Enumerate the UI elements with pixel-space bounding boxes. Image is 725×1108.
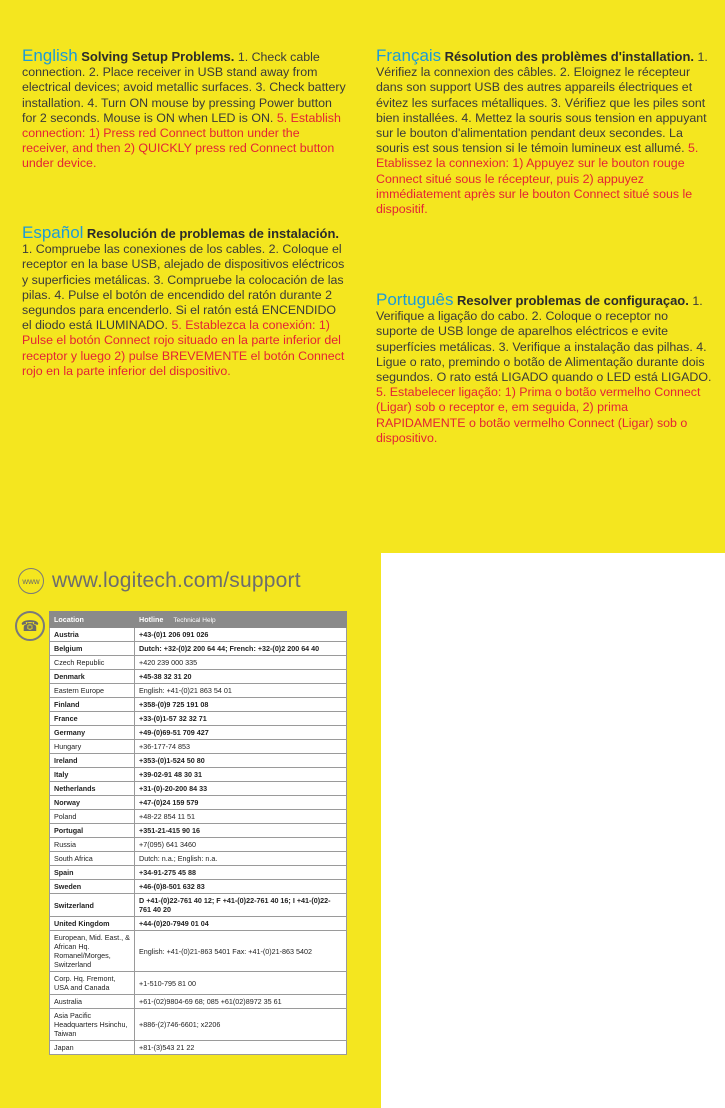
table-row: [50, 894, 347, 917]
phone-cell: +886-(2)746-6601; x2206: [135, 1009, 347, 1041]
globe-icon: www: [18, 568, 44, 594]
language-title: Português: [376, 290, 454, 309]
location-cell: Japan: [50, 1041, 135, 1055]
section-english: [22, 48, 348, 172]
language-title: Español: [22, 223, 84, 242]
table-row: [50, 684, 347, 698]
location-cell: Sweden: [50, 880, 135, 894]
table-row: [50, 852, 347, 866]
phone-cell: +46-(0)8-501 632 83: [135, 880, 347, 894]
location-cell: Switzerland: [50, 894, 135, 917]
table-row: [50, 628, 347, 642]
phone-cell: +36-177-74 853: [135, 740, 347, 754]
section-portugues: [376, 292, 712, 446]
location-cell: Czech Republic: [50, 656, 135, 670]
phone-cell: +33-(0)1-57 32 32 71: [135, 712, 347, 726]
phone-cell: +420 239 000 335: [135, 656, 347, 670]
phone-cell: +47-(0)24 159 579: [135, 796, 347, 810]
location-cell: Norway: [50, 796, 135, 810]
location-cell: France: [50, 712, 135, 726]
section-connect-step: 5. Establish connection: 1) Press red Connect button under the receiver, and then 2) QUICKLY press red Connect button under device.: [22, 110, 341, 171]
location-cell: Spain: [50, 866, 135, 880]
table-row: [50, 768, 347, 782]
technical-help-label: Technical Help: [173, 617, 216, 624]
table-row: [50, 866, 347, 880]
phone-cell: +81-(3)543 21 22: [135, 1041, 347, 1055]
language-title: Français: [376, 46, 442, 65]
location-cell: Italy: [50, 768, 135, 782]
location-cell: Corp. Hq. Fremont, USA and Canada: [50, 972, 135, 995]
table-row: [50, 712, 347, 726]
table-row: [50, 972, 347, 995]
location-cell: Denmark: [50, 670, 135, 684]
table-row: [50, 642, 347, 656]
section-espanol: [22, 225, 348, 379]
language-title: English: [22, 46, 78, 65]
phone-cell: +1-510-795 81 00: [135, 972, 347, 995]
support-phone-table: [49, 611, 347, 1055]
phone-cell: +49-(0)69-51 709 427: [135, 726, 347, 740]
phone-cell: English: +41-(0)21-863 5401 Fax: +41-(0)21-863 5402: [135, 931, 347, 972]
location-cell: Eastern Europe: [50, 684, 135, 698]
hotline-column-header: [135, 612, 347, 628]
table-row: [50, 698, 347, 712]
location-cell: Ireland: [50, 754, 135, 768]
location-cell: Asia Pacific Headquarters Hsinchu, Taiwan: [50, 1009, 135, 1041]
location-cell: Portugal: [50, 824, 135, 838]
section-body: 1. Check cable connection. 2. Place receiver in USB stand away from electrical devices; avoid metallic surfaces. 3. Check battery installation. 4. Turn ON mouse by pressing Power button for 2 seconds. Mouse is ON when LED is ON.: [22, 50, 346, 125]
location-cell: South Africa: [50, 852, 135, 866]
location-cell: Finland: [50, 698, 135, 712]
location-cell: Australia: [50, 995, 135, 1009]
table-row: [50, 670, 347, 684]
hotline-label: Hotline: [139, 615, 164, 624]
phone-cell: +61-(02)9804-69 68; 085 +61(02)8972 35 61: [135, 995, 347, 1009]
table-row: [50, 656, 347, 670]
section-connect-step: 5. Etablissez la connexion: 1) Appuyez sur le bouton rouge Connect situé sous le récepteur, puis 2) appuyez immédiatement après sur le bouton Connect situé sous le dispositif.: [376, 141, 699, 217]
phone-cell: English: +41-(0)21 863 54 01: [135, 684, 347, 698]
phone-cell: +48-22 854 11 51: [135, 810, 347, 824]
table-row: [50, 880, 347, 894]
phone-cell: D +41-(0)22-761 40 12; F +41-(0)22-761 40 16; I +41-(0)22-761 40 20: [135, 894, 347, 917]
section-body: 1. Vérifiez la connexion des câbles. 2. Eloignez le récepteur dans son support USB des autres appareils électriques et évitez les surfaces métalliques. 3. Vérifiez que les piles sont bien installées. 4. Mettez la souris sous tension en appuyant sur le bouton d'alimentation pendant deux secondes. La souris est sous tension si le témoin lumineux est allumé.: [376, 50, 708, 156]
phone-cell: +45-38 32 31 20: [135, 670, 347, 684]
location-cell: Hungary: [50, 740, 135, 754]
section-francais: [376, 48, 712, 217]
section-heading: Solving Setup Problems.: [81, 49, 235, 64]
location-cell: Austria: [50, 628, 135, 642]
phone-cell: Dutch: n.a.; English: n.a.: [135, 852, 347, 866]
table-header-row: [50, 612, 347, 628]
table-row: [50, 754, 347, 768]
phone-cell: +358-(0)9 725 191 08: [135, 698, 347, 712]
phone-cell: Dutch: +32-(0)2 200 64 44; French: +32-(0)2 200 64 40: [135, 642, 347, 656]
section-connect-step: 5. Estabelecer ligação: 1) Prima o botão vermelho Connect (Ligar) sob o receptor e, em seguida, 2) prima RAPIDAMENTE o botão vermelho Connect (Ligar) sob o dispositivo.: [376, 385, 701, 445]
support-table-body: [50, 628, 347, 1055]
table-row: [50, 917, 347, 931]
phone-cell: +44-(0)20-7949 01 04: [135, 917, 347, 931]
table-row: [50, 995, 347, 1009]
section-heading: Resolver problemas de configuraçao.: [456, 293, 689, 308]
table-row: [50, 726, 347, 740]
section-heading: Resolución de problemas de instalación.: [86, 226, 340, 241]
phone-cell: +7(095) 641 3460: [135, 838, 347, 852]
phone-cell: +34-91-275 45 88: [135, 866, 347, 880]
location-cell: Belgium: [50, 642, 135, 656]
location-cell: United Kingdom: [50, 917, 135, 931]
phone-cell: +43-(0)1 206 091 026: [135, 628, 347, 642]
location-cell: Poland: [50, 810, 135, 824]
support-url-link[interactable]: www.logitech.com/support: [52, 569, 301, 592]
table-row: [50, 824, 347, 838]
location-cell: Germany: [50, 726, 135, 740]
phone-cell: +353-(0)1-524 50 80: [135, 754, 347, 768]
support-link-row[interactable]: [18, 566, 301, 596]
location-cell: Netherlands: [50, 782, 135, 796]
table-row: [50, 931, 347, 972]
section-connect-step: 5. Establezca la conexión: 1) Pulse el botón Connect rojo situado en la parte inferior del receptor y luego 2) pulse BREVEMENTE el botón Connect rojo en la parte inferior del dispositivo.: [22, 318, 345, 378]
table-row: [50, 782, 347, 796]
table-row: [50, 838, 347, 852]
section-heading: Résolution des problèmes d'installation.: [444, 49, 695, 64]
table-row: [50, 1009, 347, 1041]
section-body: 1. Verifique a ligação do cabo. 2. Coloque o receptor no suporte de USB longe de aparelhos eléctricos e evite superfícies metálicas. 3. Verifique a instalação das pilhas. 4. Ligue o rato, premindo o botão de Alimentação durante dois segundos. O rato está LIGADO quando o LED está LIGADO.: [376, 294, 712, 385]
table-row: [50, 796, 347, 810]
phone-cell: +31-(0)-20-200 84 33: [135, 782, 347, 796]
table-row: [50, 740, 347, 754]
phone-cell: +351-21-415 90 16: [135, 824, 347, 838]
phone-icon: ☎: [15, 611, 45, 641]
section-body: 1. Compruebe las conexiones de los cables. 2. Coloque el receptor en la base USB, alejado de dispositivos eléctricos y superficies metálicas. 3. Compruebe la colocación de las pilas. 4. Pulse el botón de encendido del ratón durante 2 segundos para encenderlo. Si el ratón está ENCENDIDO el diodo está ILUMINADO.: [22, 242, 345, 333]
location-cell: European, Mid. East., & African Hq. Romanel/Morges, Switzerland: [50, 931, 135, 972]
instructions-panel: [0, 0, 725, 553]
table-row: [50, 1041, 347, 1055]
phone-cell: +39-02-91 48 30 31: [135, 768, 347, 782]
location-cell: Russia: [50, 838, 135, 852]
location-column-header: Location: [50, 612, 135, 628]
table-row: [50, 810, 347, 824]
